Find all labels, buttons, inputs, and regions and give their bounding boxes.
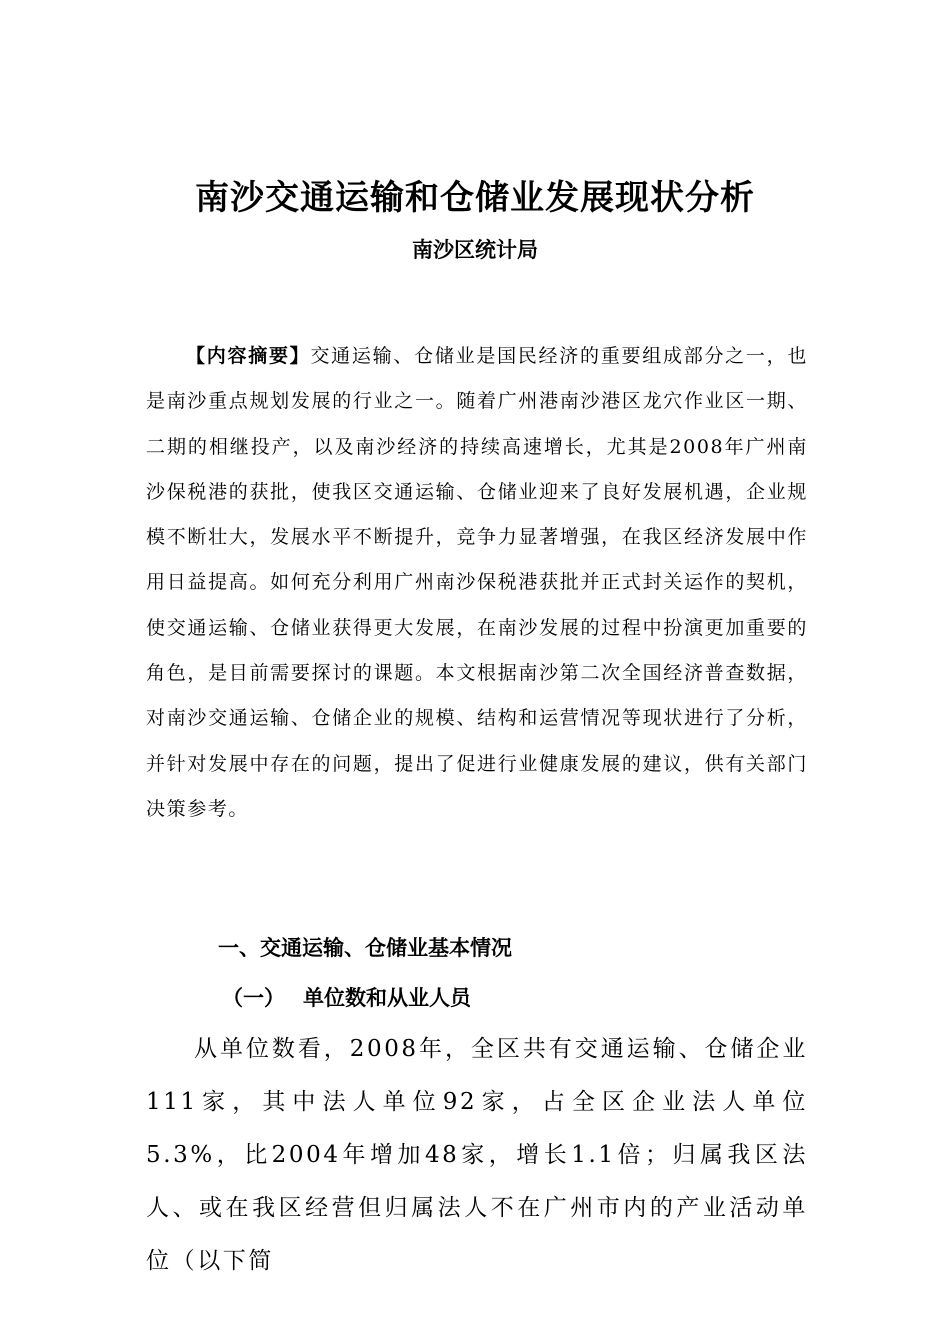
subsection-title: 单位数和从业人员 <box>303 986 471 1010</box>
subsection-number: （一） <box>222 986 285 1010</box>
section-heading: 一、交通运输、仓储业基本情况 <box>218 936 512 960</box>
document-title: 南沙交通运输和仓储业发展现状分析 <box>195 178 755 218</box>
subsection-heading <box>222 976 471 1020</box>
abstract-paragraph <box>146 334 808 832</box>
body-paragraph: 从单位数看，2008年，全区共有交通运输、仓储企业111家，其中法人单位92家，占全区企业法人单位5.3%，比2004年增加48家，增长1.1倍；归属我区法人、或在我区经营但归属法人不在广州市内的产业活动单位（以下简 <box>146 1036 808 1274</box>
document-author: 南沙区统计局 <box>412 238 538 262</box>
abstract-label: 【内容摘要】 <box>186 345 311 367</box>
abstract-text: 交通运输、仓储业是国民经济的重要组成部分之一，也是南沙重点规划发展的行业之一。随着广州港南沙港区龙穴作业区一期、二期的相继投产，以及南沙经济的持续高速增长，尤其是2008年广州南沙保税港的获批，使我区交通运输、仓储业迎来了良好发展机遇，企业规模不断壮大，发展水平不断提升，竞争力显著增强，在我区经济发展中作用日益提高。如何充分利用广州南沙保税港获批并正式封关运作的契机，使交通运输、仓储业获得更大发展，在南沙发展的过程中扮演更加重要的角色，是目前需要探讨的课题。本文根据南沙第二次全国经济普查数据，对南沙交通运输、仓储企业的规模、结构和运营情况等现状进行了分析，并针对发展中存在的问题，提出了促进行业健康发展的建议，供有关部门决策参考。 <box>146 345 808 820</box>
